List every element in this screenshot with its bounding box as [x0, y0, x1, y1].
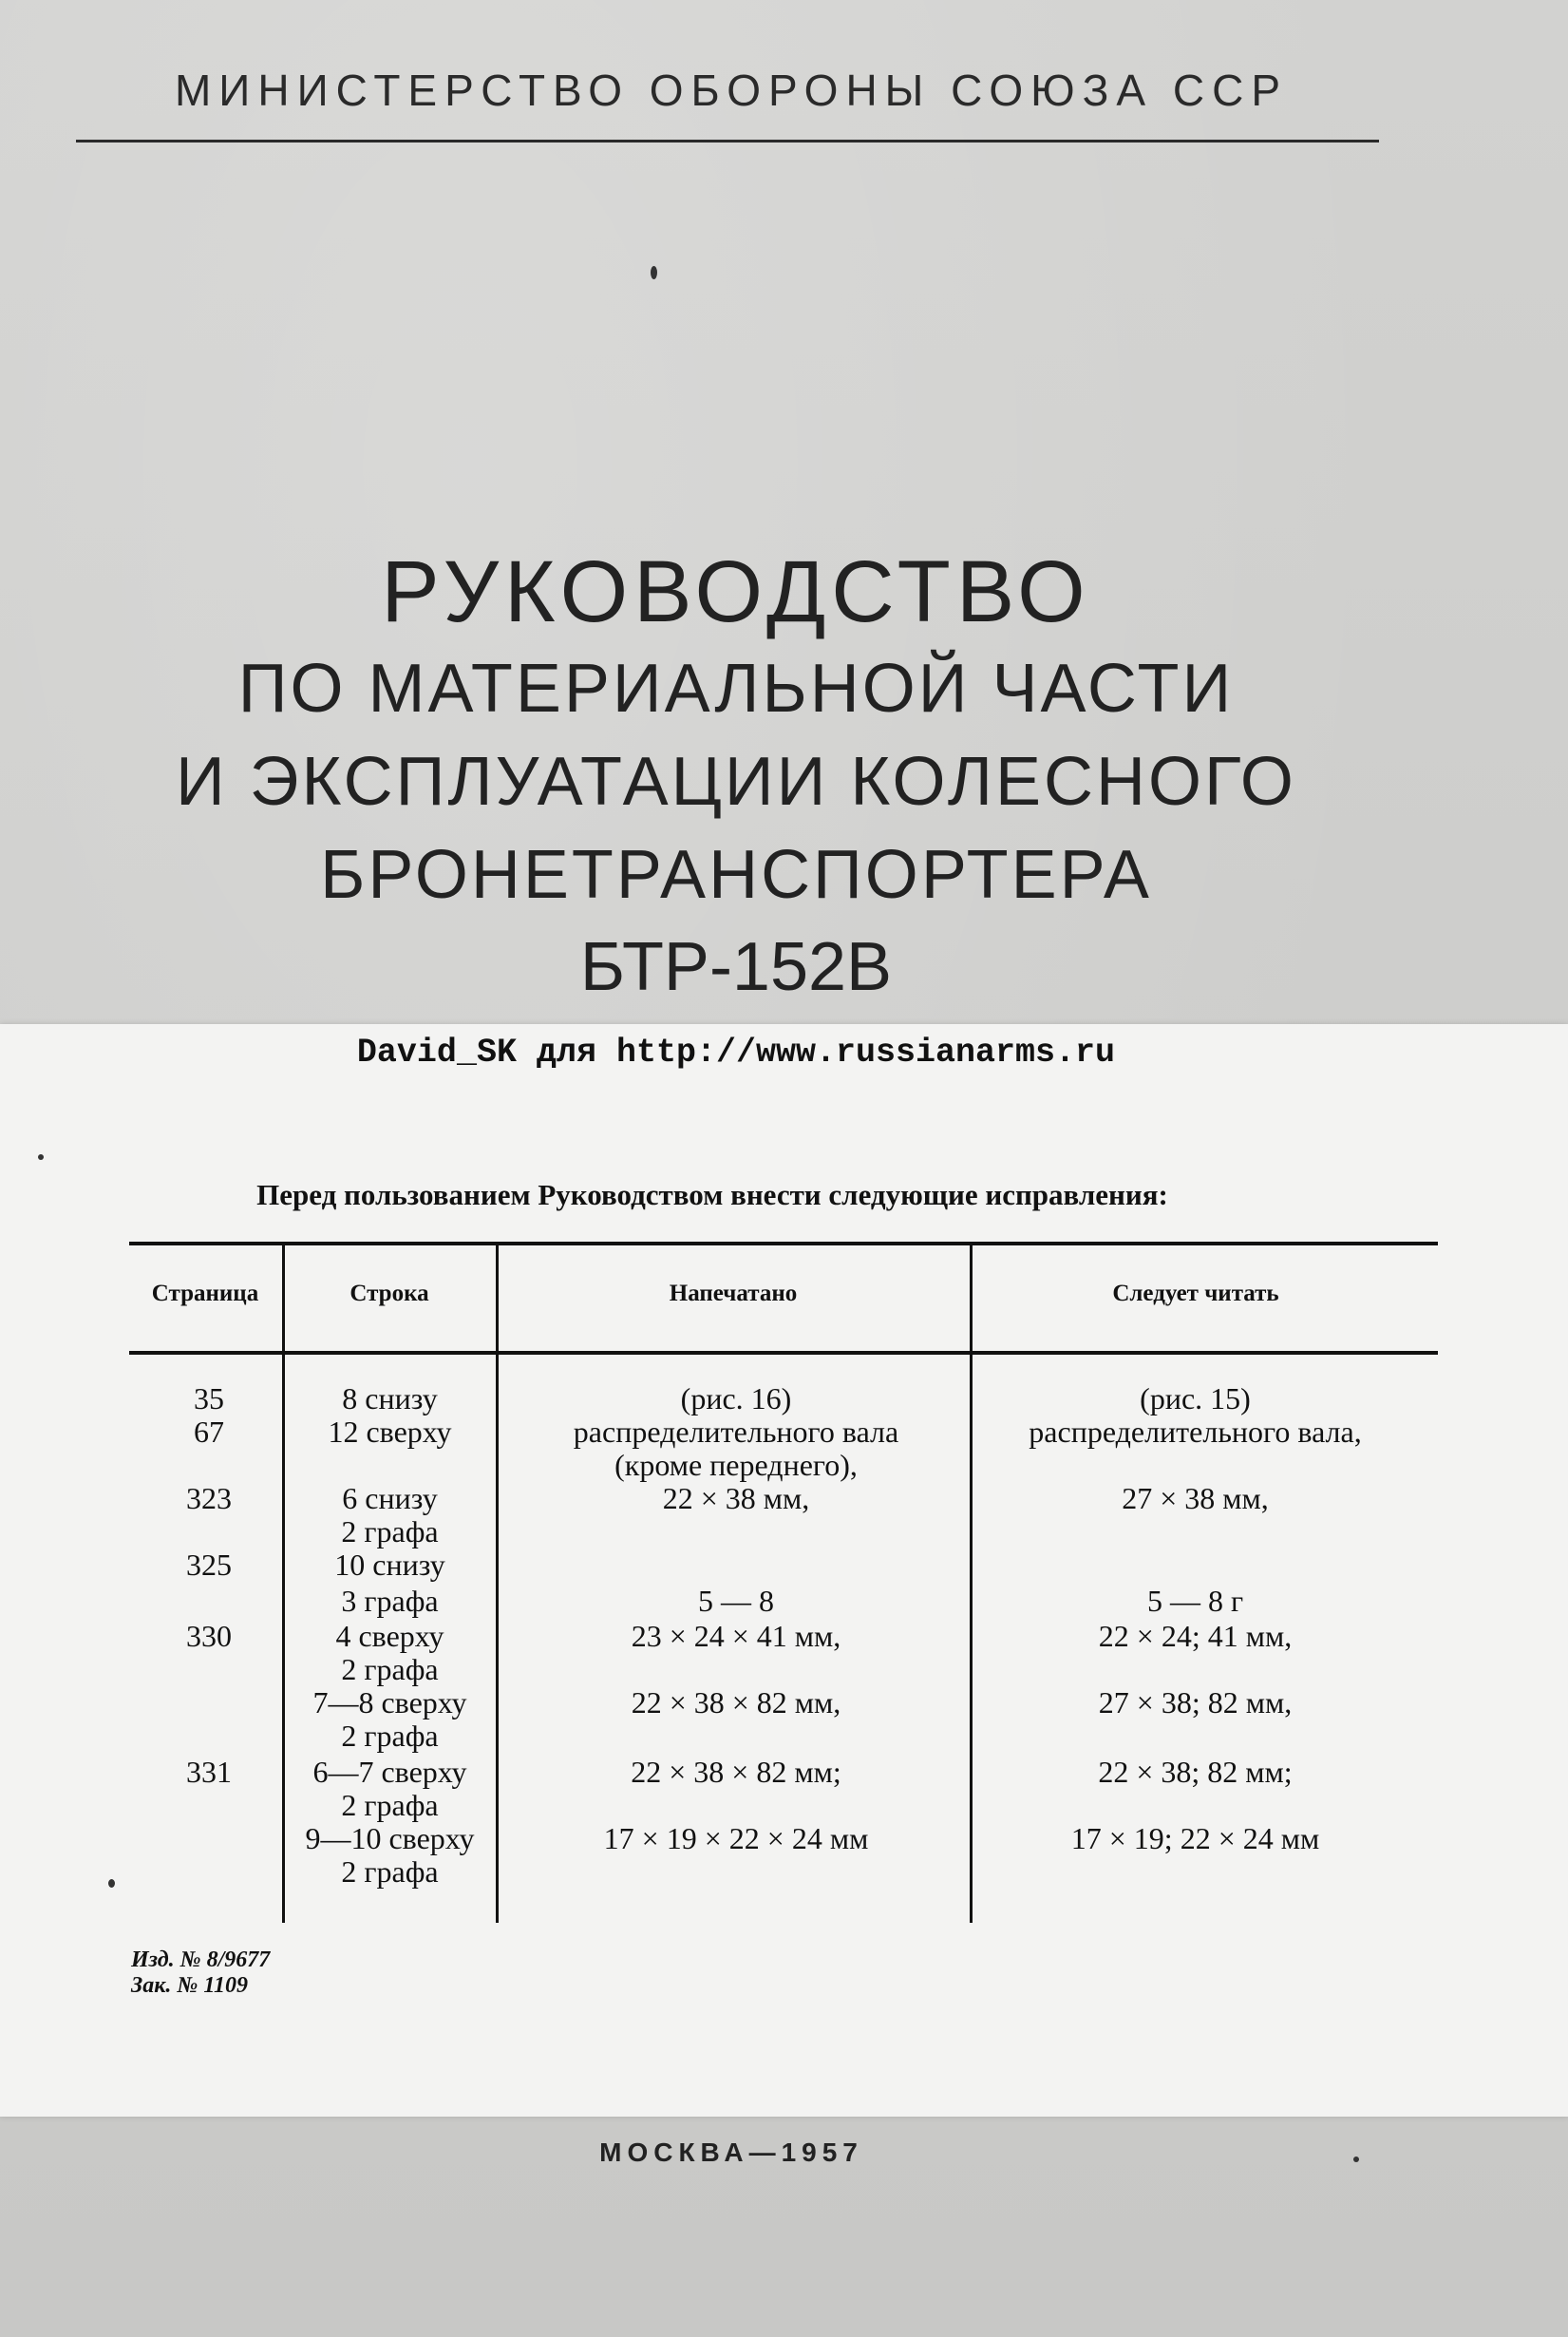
- cell-printed: (рис. 16): [680, 1381, 792, 1416]
- cell-read: 27 × 38; 82 мм,: [1098, 1685, 1293, 1720]
- cell-line: 2 графа: [341, 1854, 439, 1889]
- header-line: Строка: [349, 1281, 429, 1306]
- cell-line: 7—8 сверху: [312, 1685, 467, 1720]
- cell-page: 325: [186, 1548, 232, 1582]
- cell-line: 8 снизу: [342, 1381, 438, 1416]
- cell-read: 22 × 38; 82 мм;: [1098, 1755, 1293, 1789]
- cell-printed: 23 × 24 × 41 мм,: [631, 1619, 841, 1653]
- cell-page: 323: [186, 1481, 232, 1515]
- imprint-izd: Изд. № 8/9677: [131, 1948, 271, 1972]
- ministry-header: МИНИСТЕРСТВО ОБОРОНЫ СОЮЗА ССР: [174, 66, 1289, 115]
- cell-line: 9—10 сверху: [305, 1821, 475, 1855]
- cell-read: 22 × 24; 41 мм,: [1098, 1619, 1293, 1653]
- cell-line: 6 снизу: [342, 1481, 438, 1515]
- cell-read: 27 × 38 мм,: [1122, 1481, 1269, 1515]
- imprint-zak: Зак. № 1109: [131, 1973, 249, 1998]
- header-rule: [76, 140, 1379, 142]
- title-line-3: И ЭКСПЛУАТАЦИИ КОЛЕСНОГО: [176, 744, 1296, 820]
- title-line-1: РУКОВОДСТВО: [381, 543, 1091, 640]
- cell-read: 17 × 19; 22 × 24 мм: [1070, 1821, 1320, 1855]
- column-divider: [970, 1244, 973, 1923]
- title-line-4: БРОНЕТРАНСПОРТЕРА: [320, 837, 1152, 913]
- table-header-rule: [129, 1351, 1438, 1355]
- cell-read: распределительного вала,: [1029, 1415, 1362, 1449]
- errata-instruction: Перед пользованием Руководством внести следующие исправления:: [256, 1178, 1168, 1211]
- header-page: Страница: [151, 1281, 259, 1306]
- imprint: [131, 1948, 270, 1999]
- scan-credit: David_SK для http://www.russianarms.ru: [356, 1034, 1116, 1072]
- title-line-2: ПО МАТЕРИАЛЬНОЙ ЧАСТИ: [237, 651, 1235, 727]
- cell-page: 331: [186, 1755, 232, 1789]
- cell-line: 2 графа: [341, 1652, 439, 1686]
- cell-printed: 17 × 19 × 22 × 24 мм: [603, 1821, 869, 1855]
- cell-line: 3 графа: [341, 1584, 439, 1618]
- title-line-5: БТР-152В: [579, 929, 893, 1005]
- header-read: Следует читать: [1112, 1281, 1279, 1306]
- cell-line: 2 графа: [341, 1788, 439, 1822]
- cell-line: 2 графа: [341, 1719, 439, 1753]
- cell-line: 6—7 сверху: [312, 1755, 467, 1789]
- cell-line: 10 снизу: [334, 1548, 445, 1582]
- cell-printed: 22 × 38 × 82 мм;: [631, 1755, 841, 1789]
- print-speck: [1353, 2156, 1359, 2162]
- print-speck: [108, 1879, 115, 1888]
- cell-printed: (кроме переднего),: [614, 1448, 858, 1482]
- cell-line: 2 графа: [341, 1514, 439, 1548]
- table-top-rule: [129, 1242, 1438, 1245]
- cell-page: 67: [194, 1415, 224, 1449]
- cell-line: 12 сверху: [328, 1415, 452, 1449]
- title-block: [95, 542, 1377, 1013]
- cell-printed: 22 × 38 × 82 мм,: [631, 1685, 841, 1720]
- cell-read: 5 — 8 г: [1146, 1584, 1244, 1618]
- cell-line: 4 сверху: [335, 1619, 444, 1653]
- cell-printed: 5 — 8: [698, 1584, 774, 1618]
- cell-page: 35: [194, 1381, 224, 1416]
- cell-printed: распределительного вала: [573, 1415, 899, 1449]
- city-year: МОСКВА—1957: [599, 2138, 863, 2167]
- print-speck: [38, 1154, 44, 1160]
- print-speck: [651, 266, 657, 279]
- cell-read: (рис. 15): [1140, 1381, 1251, 1416]
- cell-printed: 22 × 38 мм,: [662, 1481, 810, 1515]
- cell-page: 330: [186, 1619, 232, 1653]
- header-printed: Напечатано: [669, 1281, 798, 1306]
